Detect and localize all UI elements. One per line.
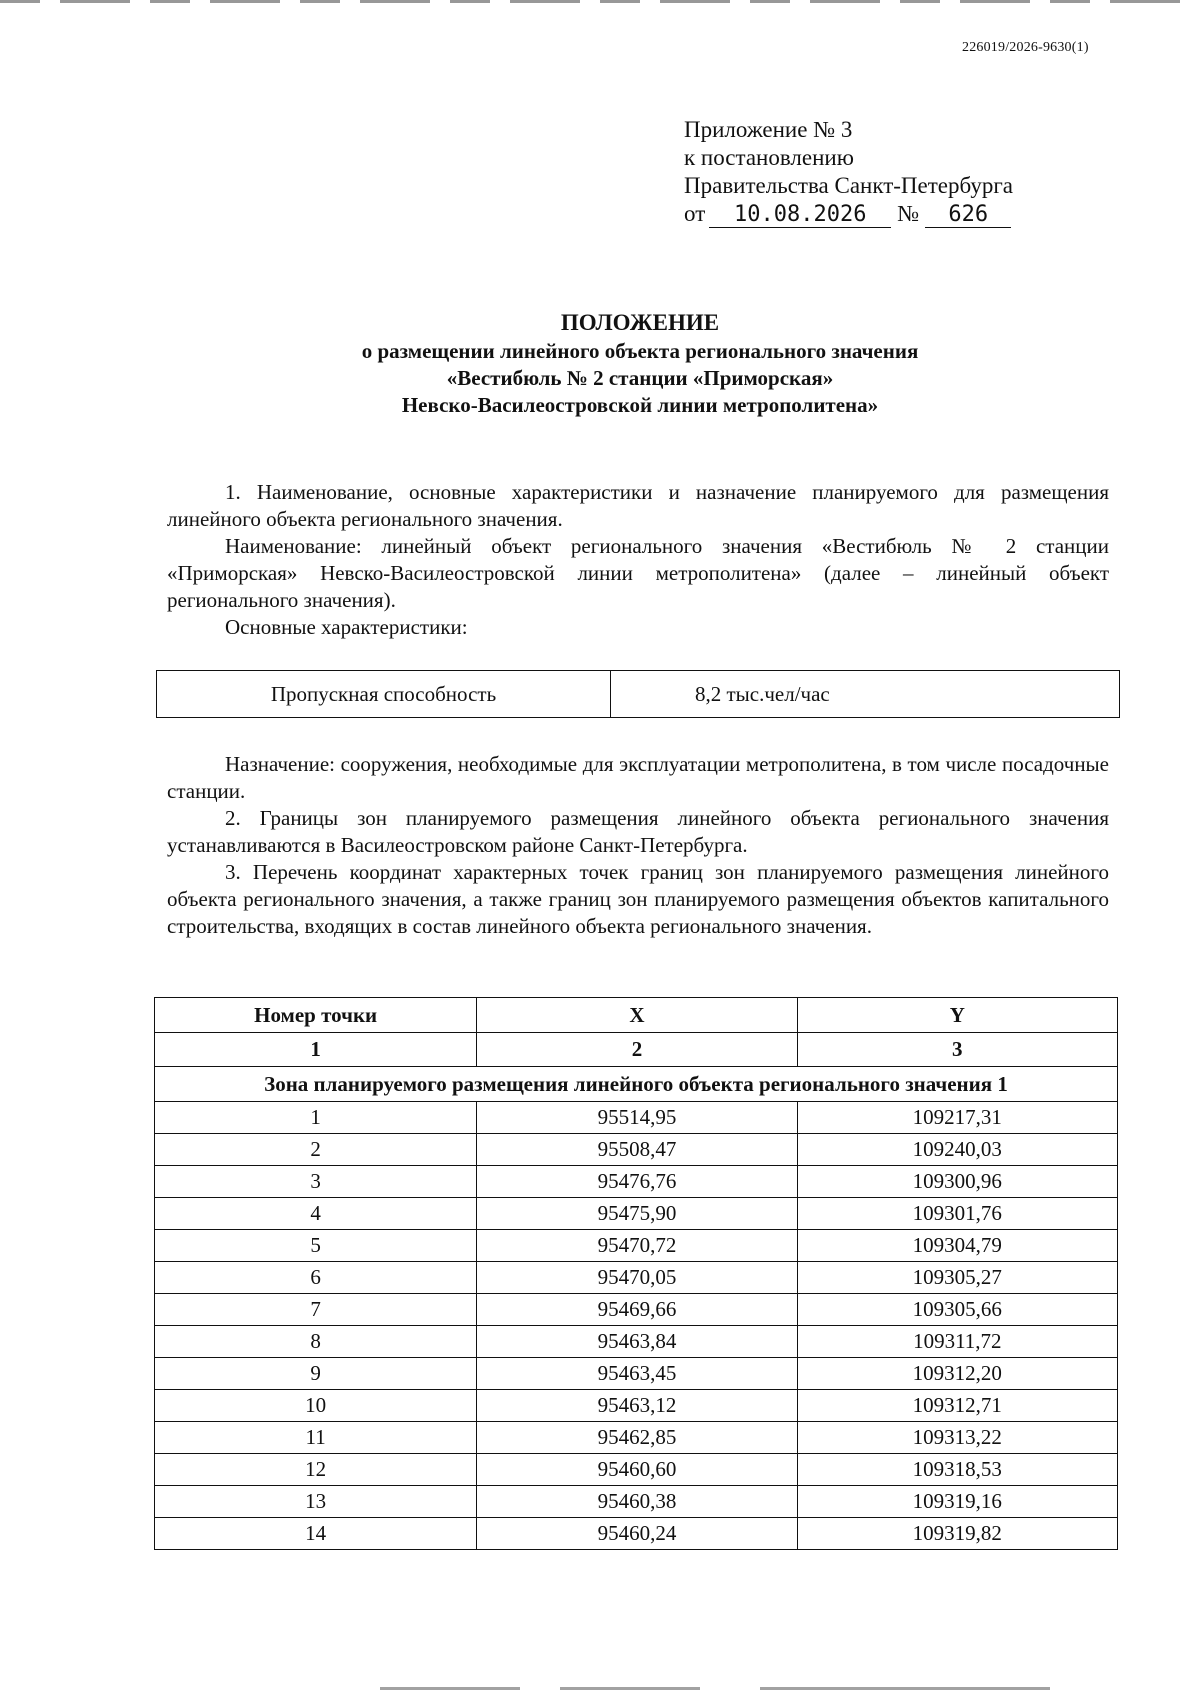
x-coordinate-cell: 95514,95 xyxy=(477,1102,797,1134)
table-row xyxy=(155,1422,1118,1454)
y-coordinate-cell: 109312,20 xyxy=(797,1358,1117,1390)
paragraph-purpose: Назначение: сооружения, необходимые для эксплуатации метрополитена, в том числе посадочные станции. xyxy=(167,752,1109,803)
paragraph-3: 3. Перечень координат характерных точек границ зон планируемого размещения линейного объекта регионального значения, а также границ зон планируемого размещения объектов капитального строительства, входящих в состав линейного объекта регионального значения. xyxy=(167,860,1109,938)
x-coordinate-cell: 95469,66 xyxy=(477,1294,797,1326)
header-y: Y xyxy=(797,998,1117,1033)
y-coordinate-cell: 109305,27 xyxy=(797,1262,1117,1294)
appendix-line-2: к постановлению xyxy=(684,145,854,170)
table-row xyxy=(155,1166,1118,1198)
header-point-number: Номер точки xyxy=(155,998,477,1033)
point-number-cell: 7 xyxy=(155,1294,477,1326)
document-title xyxy=(0,308,1200,419)
table-row xyxy=(155,1102,1118,1134)
appendix-date-line xyxy=(684,200,1013,228)
resolution-number: 626 xyxy=(925,203,1011,228)
x-coordinate-cell: 95462,85 xyxy=(477,1422,797,1454)
table-row xyxy=(155,1390,1118,1422)
point-number-cell: 10 xyxy=(155,1390,477,1422)
table-row xyxy=(155,1230,1118,1262)
y-coordinate-cell: 109318,53 xyxy=(797,1454,1117,1486)
section-1 xyxy=(167,479,1109,641)
point-number-cell: 6 xyxy=(155,1262,477,1294)
title-line-4: Невско-Василеостровской линии метрополитена» xyxy=(401,393,879,417)
y-coordinate-cell: 109319,16 xyxy=(797,1486,1117,1518)
table-row xyxy=(155,1486,1118,1518)
x-coordinate-cell: 95470,72 xyxy=(477,1230,797,1262)
x-coordinate-cell: 95463,45 xyxy=(477,1358,797,1390)
table-row xyxy=(155,1134,1118,1166)
coordinates-body xyxy=(155,1033,1118,1550)
appendix-line-1: Приложение № 3 xyxy=(684,117,853,142)
point-number-cell: 11 xyxy=(155,1422,477,1454)
x-coordinate-cell: 95463,12 xyxy=(477,1390,797,1422)
characteristic-label: Пропускная способность xyxy=(157,671,611,718)
paragraph-name: Наименование: линейный объект регионального значения «Вестибюль № 2 станции «Приморская» Невско-Василеостровской линии метрополитена» (далее – линейный объект регионального значения). xyxy=(167,534,1109,612)
y-coordinate-cell: 109301,76 xyxy=(797,1198,1117,1230)
appendix-header xyxy=(684,116,1013,228)
appendix-line-3: Правительства Санкт-Петербурга xyxy=(684,173,1013,198)
header-row xyxy=(155,998,1118,1033)
table-row xyxy=(155,1518,1118,1550)
point-number-cell: 5 xyxy=(155,1230,477,1262)
point-number-cell: 1 xyxy=(155,1102,477,1134)
paragraph-1: 1. Наименование, основные характеристики и назначение планируемого для размещения линейного объекта регионального значения. xyxy=(167,480,1109,531)
title-line-3: «Вестибюль № 2 станции «Приморская» xyxy=(446,366,834,390)
from-label: от xyxy=(684,201,706,226)
resolution-date: 10.08.2026 xyxy=(709,203,891,228)
y-coordinate-cell: 109313,22 xyxy=(797,1422,1117,1454)
point-number-cell: 4 xyxy=(155,1198,477,1230)
y-coordinate-cell: 109319,82 xyxy=(797,1518,1117,1550)
section-2 xyxy=(167,751,1109,940)
point-number-cell: 2 xyxy=(155,1134,477,1166)
point-number-cell: 8 xyxy=(155,1326,477,1358)
x-coordinate-cell: 95475,90 xyxy=(477,1198,797,1230)
table-row xyxy=(155,1198,1118,1230)
scan-edge-bottom xyxy=(0,1687,1200,1690)
column-number-row xyxy=(155,1033,1118,1067)
x-coordinate-cell: 95460,24 xyxy=(477,1518,797,1550)
table-row xyxy=(155,1358,1118,1390)
point-number-cell: 3 xyxy=(155,1166,477,1198)
point-number-cell: 9 xyxy=(155,1358,477,1390)
characteristics-table xyxy=(156,670,1120,718)
title-heading: ПОЛОЖЕНИЕ xyxy=(560,310,720,335)
x-coordinate-cell: 95460,60 xyxy=(477,1454,797,1486)
x-coordinate-cell: 95476,76 xyxy=(477,1166,797,1198)
paragraph-characteristics: Основные характеристики: xyxy=(225,615,468,639)
zone-row xyxy=(155,1067,1118,1102)
point-number-cell: 14 xyxy=(155,1518,477,1550)
point-number-cell: 13 xyxy=(155,1486,477,1518)
characteristic-value: 8,2 тыс.чел/час xyxy=(611,671,1120,718)
y-coordinate-cell: 109312,71 xyxy=(797,1390,1117,1422)
x-coordinate-cell: 95470,05 xyxy=(477,1262,797,1294)
column-number: 3 xyxy=(797,1033,1117,1067)
column-number: 1 xyxy=(155,1033,477,1067)
y-coordinate-cell: 109240,03 xyxy=(797,1134,1117,1166)
coordinates-table xyxy=(154,997,1118,1550)
zone-title: Зона планируемого размещения линейного объекта регионального значения 1 xyxy=(155,1067,1118,1102)
title-line-2: о размещении линейного объекта регионального значения xyxy=(361,339,919,363)
scan-edge-top xyxy=(0,0,1200,3)
y-coordinate-cell: 109300,96 xyxy=(797,1166,1117,1198)
document-id: 226019/2026-9630(1) xyxy=(962,40,1089,55)
point-number-cell: 12 xyxy=(155,1454,477,1486)
table-row xyxy=(155,1294,1118,1326)
x-coordinate-cell: 95508,47 xyxy=(477,1134,797,1166)
header-x: X xyxy=(477,998,797,1033)
number-label: № xyxy=(897,201,920,226)
y-coordinate-cell: 109305,66 xyxy=(797,1294,1117,1326)
paragraph-2: 2. Границы зон планируемого размещения линейного объекта регионального значения устанавливаются в Василеостровском районе Санкт-Петербурга. xyxy=(167,806,1109,857)
x-coordinate-cell: 95460,38 xyxy=(477,1486,797,1518)
y-coordinate-cell: 109304,79 xyxy=(797,1230,1117,1262)
characteristics-row xyxy=(157,671,1120,718)
y-coordinate-cell: 109311,72 xyxy=(797,1326,1117,1358)
table-row xyxy=(155,1262,1118,1294)
table-row xyxy=(155,1326,1118,1358)
table-row xyxy=(155,1454,1118,1486)
y-coordinate-cell: 109217,31 xyxy=(797,1102,1117,1134)
x-coordinate-cell: 95463,84 xyxy=(477,1326,797,1358)
column-number: 2 xyxy=(477,1033,797,1067)
